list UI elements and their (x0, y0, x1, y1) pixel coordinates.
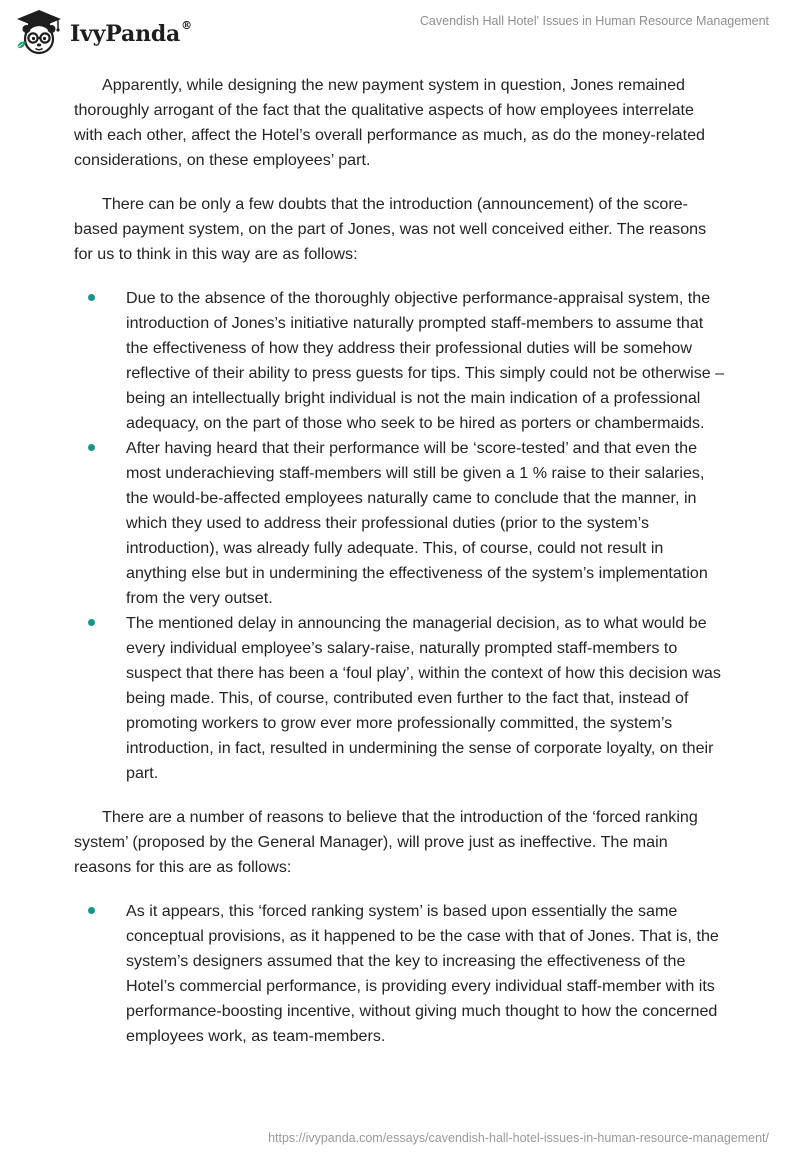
list-item (74, 436, 726, 611)
list-item (74, 611, 726, 786)
brand-name: IvyPanda® (70, 19, 192, 47)
document-title: Cavendish Hall Hotel' Issues in Human Resource Management (419, 14, 769, 28)
bullet-list (74, 286, 726, 786)
list-item (74, 286, 726, 436)
panda-graduate-icon (14, 8, 64, 56)
article-body (74, 73, 726, 1068)
page-header (0, 0, 800, 60)
source-url[interactable]: https://ivypanda.com/essays/cavendish-hall-hotel-issues-in-human-resource-management/ (268, 1131, 769, 1145)
list-item-text: The mentioned delay in announcing the managerial decision, as to what would be every individual employee’s salary-raise, naturally prompted staff-members to suspect that there has been a ‘foul play’, within the context of how this decision was being made. This, of course, contributed even further to the fact that, instead of promoting workers to grow ever more professionally committed, the system’s introduction, in fact, resulted in undermining the sense of corporate loyalty, on their part. (126, 614, 721, 782)
list-item-text: After having heard that their performance will be ‘score-tested’ and that even the most underachieving staff-members will still be given a 1 % raise to their salaries, the would-be-affected employees naturally came to conclude that the manner, in which they used to address their professional duties (prior to the system’s introduction), was already fully adequate. This, of course, could not result in anything else but in undermining the effectiveness of the system’s implementation from the very outset. (126, 439, 708, 607)
registered-mark: ® (181, 19, 192, 32)
list-item (74, 899, 726, 1049)
brand-logo[interactable] (14, 8, 192, 56)
bullet-dot-icon (88, 907, 95, 914)
paragraph: There are a number of reasons to believe that the introduction of the ‘forced ranking system’ (proposed by the General Manager), will prove just as ineffective. The main reasons for this are as follows: (74, 808, 698, 876)
paragraph: There can be only a few doubts that the introduction (announcement) of the score-based payment system, on the part of Jones, was not well conceived either. The reasons for us to think in this way are as follows: (74, 195, 707, 263)
paragraph: Apparently, while designing the new payment system in question, Jones remained thoroughly arrogant of the fact that the qualitative aspects of how employees interrelate with each other, affect the Hotel’s overall performance as much, as do the money-related considerations, on these employees’ part. (74, 76, 705, 169)
bullet-dot-icon (88, 444, 95, 451)
bullet-dot-icon (88, 294, 95, 301)
bullet-list (74, 899, 726, 1049)
list-item-text: As it appears, this ‘forced ranking system’ is based upon essentially the same conceptual provisions, as it happened to be the case with that of Jones. That is, the system’s designers assumed that the key to increasing the effectiveness of the Hotel’s commercial performance, is providing every individual staff-member with its performance-boosting incentive, without giving much thought to how the concerned employees work, as team-members. (126, 902, 719, 1045)
list-item-text: Due to the absence of the thoroughly objective performance-appraisal system, the introduction of Jones’s initiative naturally prompted staff-members to assume that the effectiveness of how they address their professional duties will be somehow reflective of their ability to press guests for tips. This simply could not be otherwise – being an intellectually bright individual is not the main indication of a professional adequacy, on the part of those who seek to be hired as porters or chambermaids. (126, 289, 725, 432)
bullet-dot-icon (88, 619, 95, 626)
